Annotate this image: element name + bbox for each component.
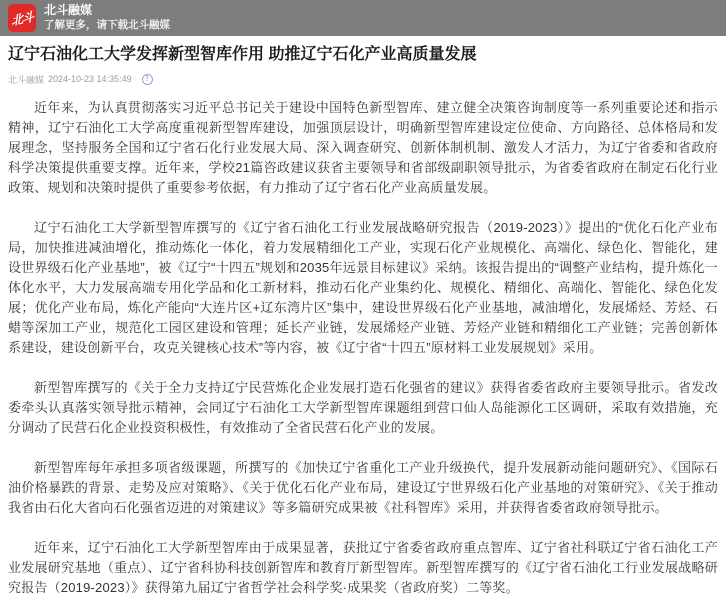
app-banner-info [44, 3, 170, 32]
paragraph-2: 辽宁石油化工大学新型智库撰写的《辽宁省石油化工行业发展战略研究报告（2019-2023）》提出的“优化石化产业布局，加快推进减油增化，推动炼化一体化，着力发展精细化工产业，实现石化产业规模化、高端化、绿色化、智能化，建设世界级石化产业基地”，被《辽宁“十四五”规划和2035年远景目标建议》采纳。该报告提出的“调整产业结构，提升炼化一体化水平，大力发展高端专用化学品和化工新材料，推动石化产业集约化、规模化、精细化、高端化、智能化、绿色化发展；优化产业布局，炼化产能向“大连片区+辽东湾片区”集中，建设世界级石化产业基地，减油增化，发展烯烃、芳烃、石蜡等深加工产业，规范化工园区建设和管理；延长产业链，发展烯烃产业链、芳烃产业链和精细化工产业链；完善创新体系建设，建设创新平台，攻克关键核心技术”等内容，被《辽宁省“十四五”原材料工业发展规划》采用。 [8, 219, 718, 355]
article-timestamp: 2024-10-23 14:35:49 [48, 74, 132, 85]
article-byline [8, 73, 718, 86]
article-title: 辽宁石油化工大学发挥新型智库作用 助推辽宁石化产业高质量发展 [8, 46, 477, 63]
app-download-banner[interactable] [0, 0, 726, 36]
paragraph-5: 近年来，辽宁石油化工大学新型智库由于成果显著，获批辽宁省委省政府重点智库、辽宁省社科联辽宁省石油化工产业发展研究基地（重点）、辽宁省科协科技创新智库和教育厅新型智库。新型智库撰写的《辽宁省石油化工行业发展战略研究报告（2019-2023）》获得第九届辽宁省哲学社会科学奖·成果奖（省政府奖）二等奖。 [8, 539, 718, 595]
beidou-app-icon-text: 北斗 [10, 9, 34, 28]
info-icon[interactable]: ! [142, 74, 153, 85]
beidou-app-icon [8, 4, 36, 32]
app-download-tagline: 了解更多，请下载北斗融媒 [44, 19, 170, 32]
paragraph-3: 新型智库撰写的《关于全力支持辽宁民营炼化企业发展打造石化强省的建议》获得省委省政府主要领导批示。省发改委牵头认真落实领导批示精神，会同辽宁石油化工大学新型智库课题组到营口仙人岛能源化工区调研，采取有效措施，充分调动了民营石化企业投资积极性，有效推动了全省民营石化产业的发展。 [8, 379, 718, 435]
article-source: 北斗融媒 [8, 74, 45, 85]
paragraph-4: 新型智库每年承担多项省级课题，所撰写的《加快辽宁省重化工产业升级换代，提升发展新动能问题研究》、《国际石油价格暴跌的背景、走势及应对策略》、《关于优化石化产业布局，建设辽宁世界级石化产业基地的对策研究》、《关于推动我省由石化大省向石化强省迈进的对策建议》等多篇研究成果被《社科智库》采用，并获得省委省政府领导批示。 [8, 459, 718, 515]
paragraph-1: 近年来，为认真贯彻落实习近平总书记关于建设中国特色新型智库、建立健全决策咨询制度等一系列重要论述和指示精神，辽宁石油化工大学高度重视新型智库建设，加强顶层设计，明确新型智库建设定位使命、方向路径、总体格局和发展理念，坚持服务全国和辽宁省石化行业发展大局、深入调查研究、创新体制机制、激发人才活力，为辽宁省委和省政府科学决策提供重要支撑。近年来，学校21篇咨政建议获省主要领导和省部级副职领导批示，为省委省政府在制定石化行业政策、规划和决策时提供了重要参考依据，有力推动了辽宁省石化产业高质量发展。 [8, 99, 718, 195]
app-name: 北斗融媒 [44, 3, 93, 18]
article-content [0, 36, 726, 616]
article-body [8, 98, 718, 598]
